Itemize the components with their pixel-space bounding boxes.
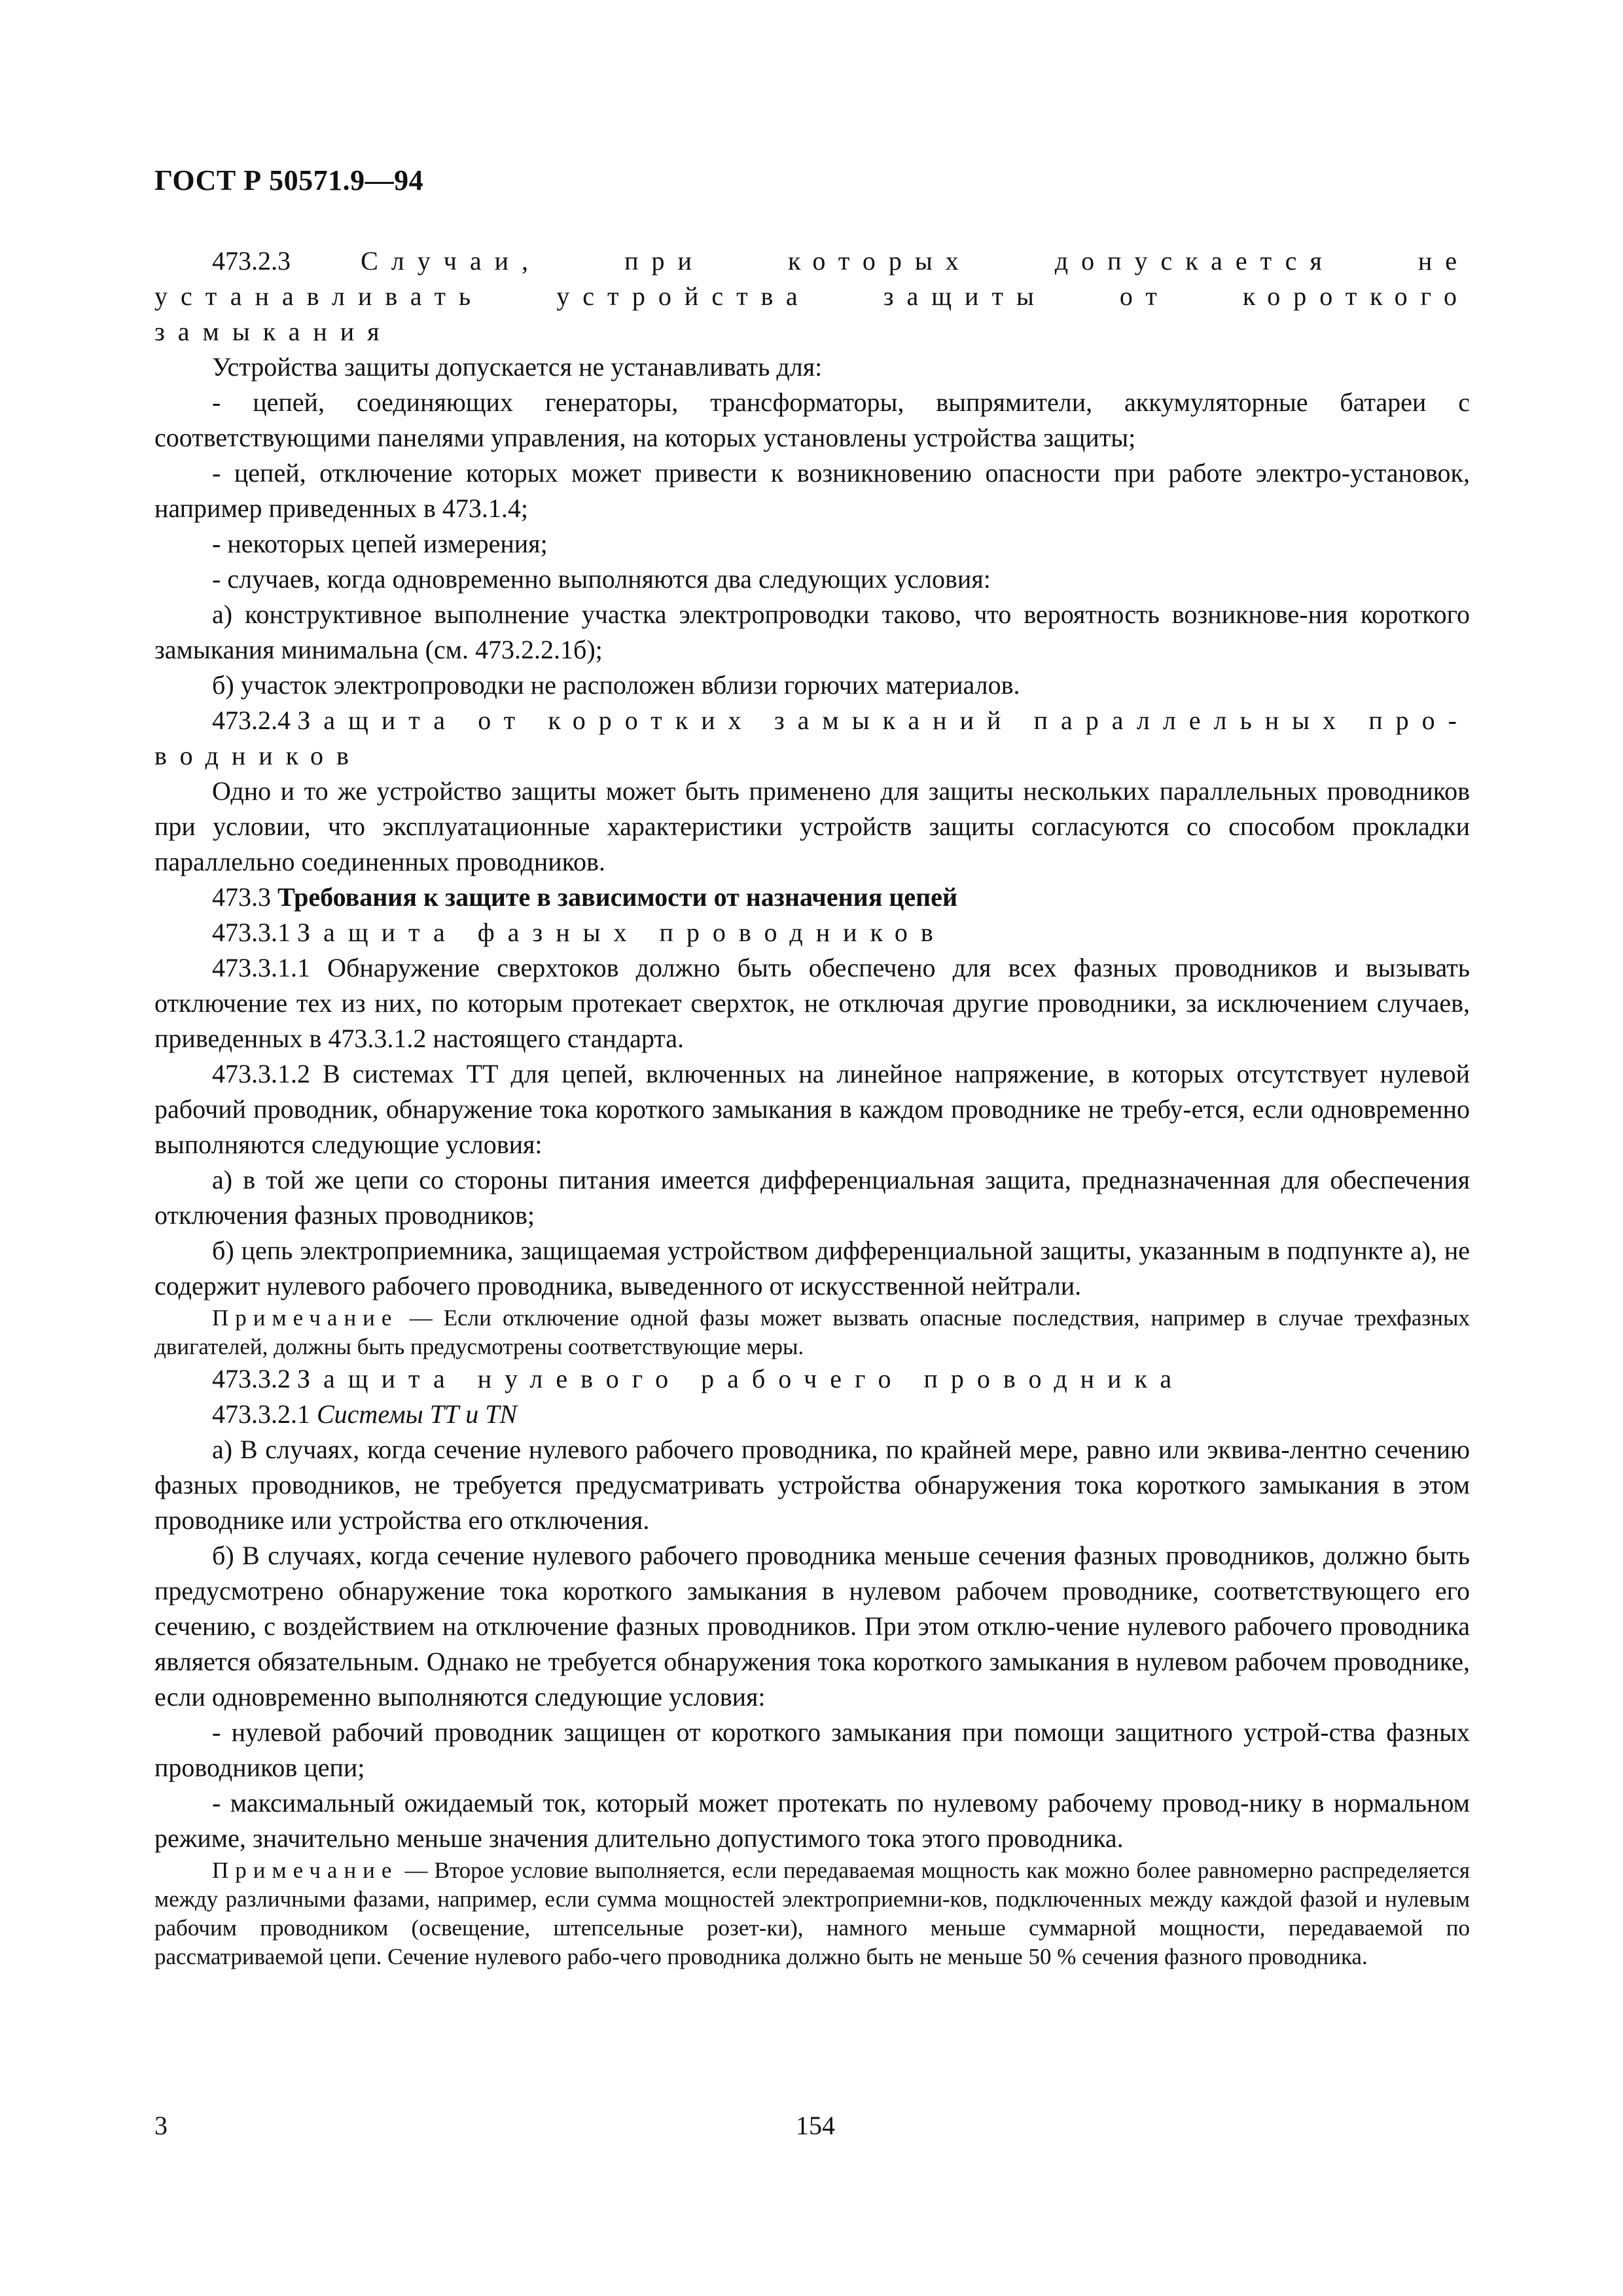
clause-title: Случаи, при которых допускается не устанавливать устройства защиты от короткого замыкания	[154, 246, 1471, 346]
clause-number: 473.3.1	[212, 918, 291, 947]
clause-473-2-4	[154, 703, 1470, 774]
page-sheet-number: 3	[154, 2111, 168, 2140]
paragraph: Одно и то же устройство защиты может быть применено для защиты нескольких параллельных проводников при условии, что эксплуатационные характеристики устройств защиты согласуются со способом прокладки параллельно соединенных проводников.	[154, 776, 1470, 876]
clause-number: 473.3.2	[212, 1364, 291, 1393]
document-body	[154, 243, 1470, 1971]
list-item: а) конструктивное выполнение участка электропроводки таково, что вероятность возникнове-ния короткого замыкания минимальна (см. 473.2.2.1б);	[154, 600, 1470, 664]
list-item: б) цепь электроприемника, защищаемая устройством дифференциальной защиты, указанным в подпункте а), не содержит нулевого рабочего проводника, выведенного от искусственной нейтрали.	[154, 1236, 1470, 1300]
list-item: б) В случаях, когда сечение нулевого рабочего проводника меньше сечения фазных проводников, должно быть предусмотрено обнаружение тока короткого замыкания в нулевом рабочем проводнике, соответствующего его сечению, с воздействием на отключение фазных проводников. При этом отклю-чение нулевого рабочего проводника является обязательным. Однако не требуется обнаружения тока короткого замыкания в нулевом рабочем проводнике, если одновременно выполняются следующие условия:	[154, 1541, 1470, 1712]
clause-473-3-2	[154, 1361, 1470, 1397]
note-label: Примечание	[212, 1857, 399, 1883]
clause-number: 473.2.4	[212, 706, 291, 735]
note-label: Примечание	[212, 1305, 399, 1331]
list-item: а) в той же цепи со стороны питания имеется дифференциальная защита, предназначенная для обеспечения отключения фазных проводников;	[154, 1165, 1470, 1230]
clause-title: Системы ТТ и TN	[317, 1399, 518, 1429]
clause-title: Защита фазных проводников	[297, 918, 946, 947]
note	[154, 1856, 1470, 1971]
list-item: - максимальный ожидаемый ток, который может протекать по нулевому рабочему провод-нику в нормальном режиме, значительно меньше значения длительно допустимого тока этого проводника.	[154, 1788, 1470, 1853]
list-item: - случаев, когда одновременно выполняются два следующих условия:	[212, 564, 991, 594]
paragraph: 473.3.1.1 Обнаружение сверхтоков должно быть обеспечено для всех фазных проводников и вызывать отключение тех из них, по которым протекает сверхток, не отключая другие проводники, за исключением случаев, приведенных в 473.3.1.2 настоящего стандарта.	[154, 953, 1470, 1053]
clause-473-3	[154, 880, 1470, 915]
list-item: б) участок электропроводки не расположен вблизи горючих материалов.	[212, 670, 1020, 700]
clause-number: 473.3.2.1	[212, 1399, 310, 1429]
note-text: — Если отключение одной фазы может вызвать опасные последствия, например в случае трехфазных двигателей, должны быть предусмотрены соответствующие меры.	[154, 1305, 1470, 1359]
list-item: - цепей, соединяющих генераторы, трансформаторы, выпрямители, аккумуляторные батареи с соответствующими панелями управления, на которых установлены устройства защиты;	[154, 387, 1470, 452]
clause-473-3-1	[154, 915, 1470, 950]
list-item: - некоторых цепей измерения;	[212, 529, 548, 558]
list-item: - цепей, отключение которых может привести к возникновению опасности при работе электро-установок, например приведенных в 473.1.4;	[154, 458, 1470, 523]
note-text: — Второе условие выполняется, если передаваемая мощность как можно более равномерно распределяется между различными фазами, например, если сумма мощностей электроприемни-ков, подключенных между каждой фазой и нулевым рабочим проводником (освещение, штепсельные розет-ки), намного меньше суммарной мощности, передаваемой по рассматриваемой цепи. Сечение нулевого рабо-чего проводника должно быть не меньше 50 % сечения фазного проводника.	[154, 1857, 1470, 1969]
page-number: 154	[796, 2111, 835, 2140]
clause-473-2-3	[154, 243, 1470, 350]
paragraph: Устройства защиты допускается не устанавливать для:	[212, 352, 823, 382]
list-item: - нулевой рабочий проводник защищен от короткого замыкания при помощи защитного устрой-ства фазных проводников цепи;	[154, 1717, 1470, 1782]
clause-number: 473.2.3	[212, 246, 291, 276]
paragraph: 473.3.1.2 В системах ТТ для цепей, включенных на линейное напряжение, в которых отсутствует нулевой рабочий проводник, обнаружение тока короткого замыкания в каждом проводнике не требу-ется, если одновременно выполняются следующие условия:	[154, 1059, 1470, 1159]
clause-number: 473.3	[212, 882, 271, 912]
document-header: ГОСТ Р 50571.9—94	[154, 164, 424, 196]
clause-title: Защита нулевого рабочего проводника	[297, 1364, 1185, 1393]
clause-title: Требования к защите в зависимости от назначения цепей	[277, 882, 957, 912]
clause-title: Защита от коротких замыканий параллельных про-водников	[154, 706, 1471, 770]
list-item: а) В случаях, когда сечение нулевого рабочего проводника, по крайней мере, равно или эквива-лентно сечению фазных проводников, не требуется предусматривать устройства обнаружения тока короткого замыкания в этом проводнике или устройства его отключения.	[154, 1435, 1470, 1535]
clause-473-3-2-1	[154, 1397, 1470, 1432]
note	[154, 1304, 1470, 1361]
